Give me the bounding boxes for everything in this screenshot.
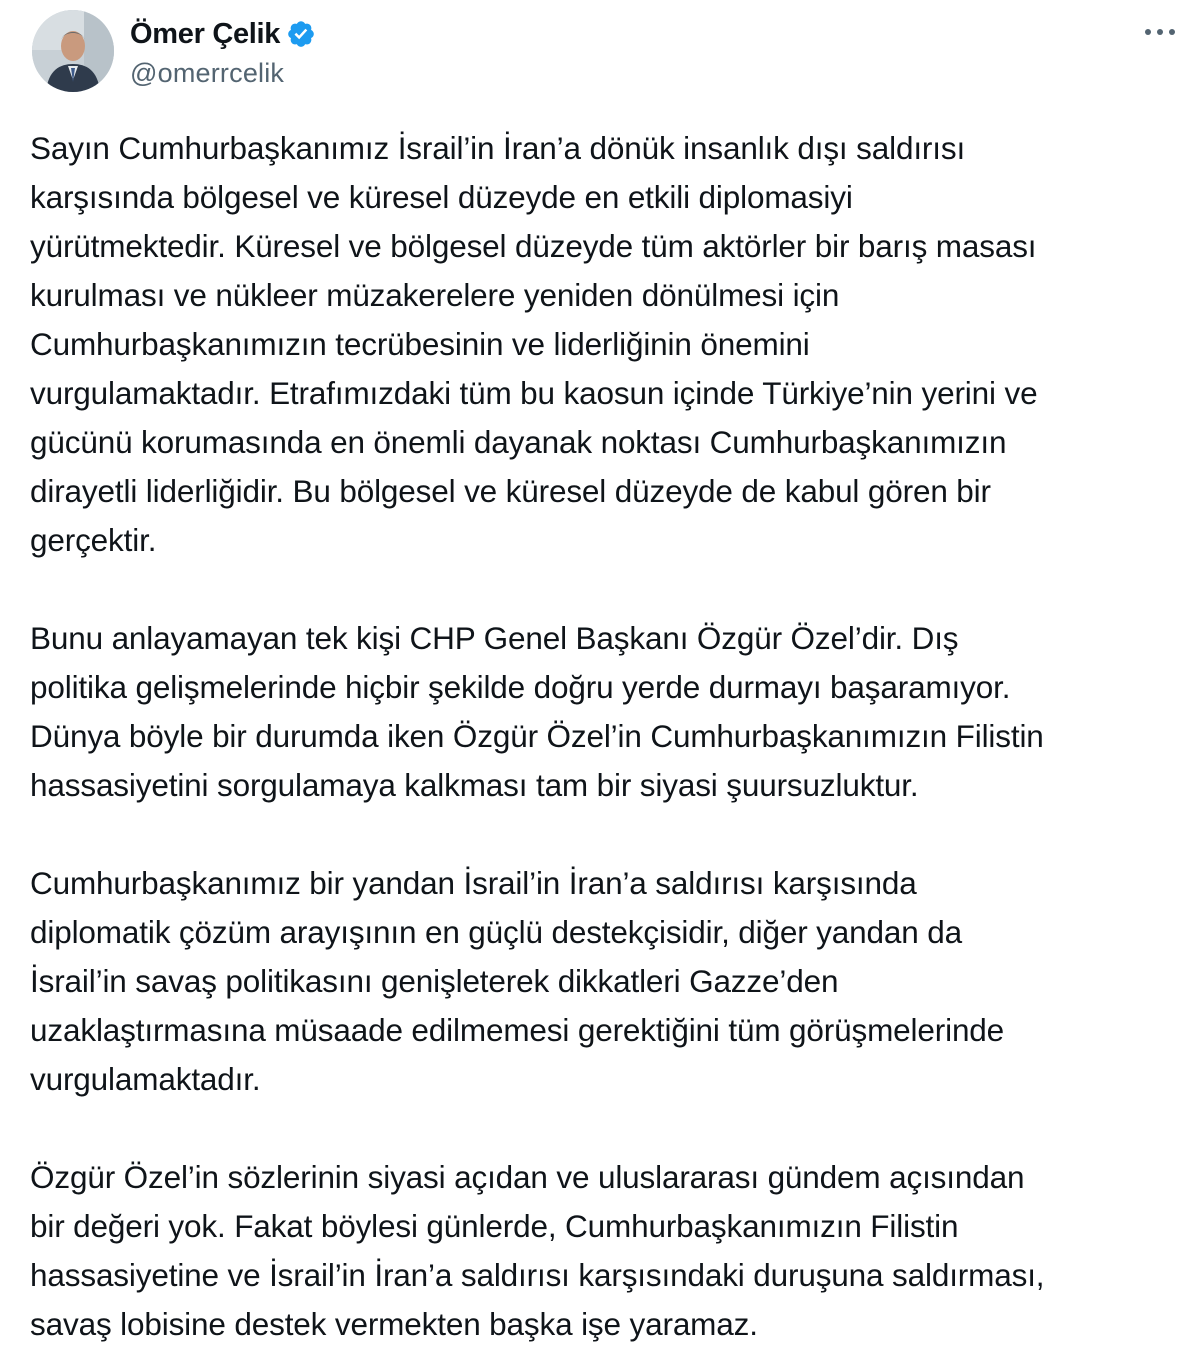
tweet-paragraph: Bunu anlayamayan tek kişi CHP Genel Başkanı Özgür Özel’dir. Dış politika gelişmelerinde hiçbir şekilde doğru yerde durmayı başaramıyor. Dünya böyle bir durumda iken Özgür Özel’in Cumhurbaşkanımızın Filistin hassasiyetini sorgulamaya kalkması tam bir siyasi şuursuzluktur. [30, 620, 1044, 803]
avatar-image [32, 10, 114, 92]
tweet-header [32, 10, 1180, 94]
avatar[interactable] [32, 10, 114, 92]
author-info [130, 16, 316, 89]
tweet-paragraph: Özgür Özel’in sözlerinin siyasi açıdan ve uluslararası gündem açısından bir değeri yok. Fakat böylesi günlerde, Cumhurbaşkanımızın Filistin hassasiyetine ve İsrail’in İran’a saldırısı karşısındaki duruşuna saldırması, savaş lobisine destek vermekten başka işe yaramaz. [30, 1159, 1045, 1342]
tweet-paragraph: Sayın Cumhurbaşkanımız İsrail’in İran’a dönük insanlık dışı saldırısı karşısında bölgesel ve küresel düzeyde en etkili diplomasiyi yürütmektedir. Küresel ve bölgesel düzeyde tüm aktörler bir barış masası kurulması ve nükleer müzakerelere yeniden dönülmesi için Cumhurbaşkanımızın tecrübesinin ve liderliğinin önemini vurgulamaktadır. Etrafımızdaki tüm bu kaosun içinde Türkiye’nin yerini ve gücünü korumasında en önemli dayanak noktası Cumhurbaşkanımızın dirayetli liderliğidir. Bu bölgesel ve küresel düzeyde de kabul gören bir gerçektir. [30, 130, 1038, 558]
name-row [130, 16, 316, 52]
more-horizontal-icon[interactable] [1140, 20, 1180, 44]
tweet-paragraph: Cumhurbaşkanımız bir yandan İsrail’in İran’a saldırısı karşısında diplomatik çözüm arayışının en güçlü destekçisidir, diğer yandan da İsrail’in savaş politikasını genişleterek dikkatleri Gazze’den uzaklaştırmasına müsaade edilmemesi gerektiğini tüm görüşmelerinde vurgulamaktadır. [30, 865, 1005, 1097]
handle[interactable]: @omerrcelik [130, 58, 285, 88]
verified-badge-icon [286, 19, 316, 49]
display-name[interactable]: Ömer Çelik [130, 17, 281, 50]
tweet-text [30, 124, 1190, 1349]
